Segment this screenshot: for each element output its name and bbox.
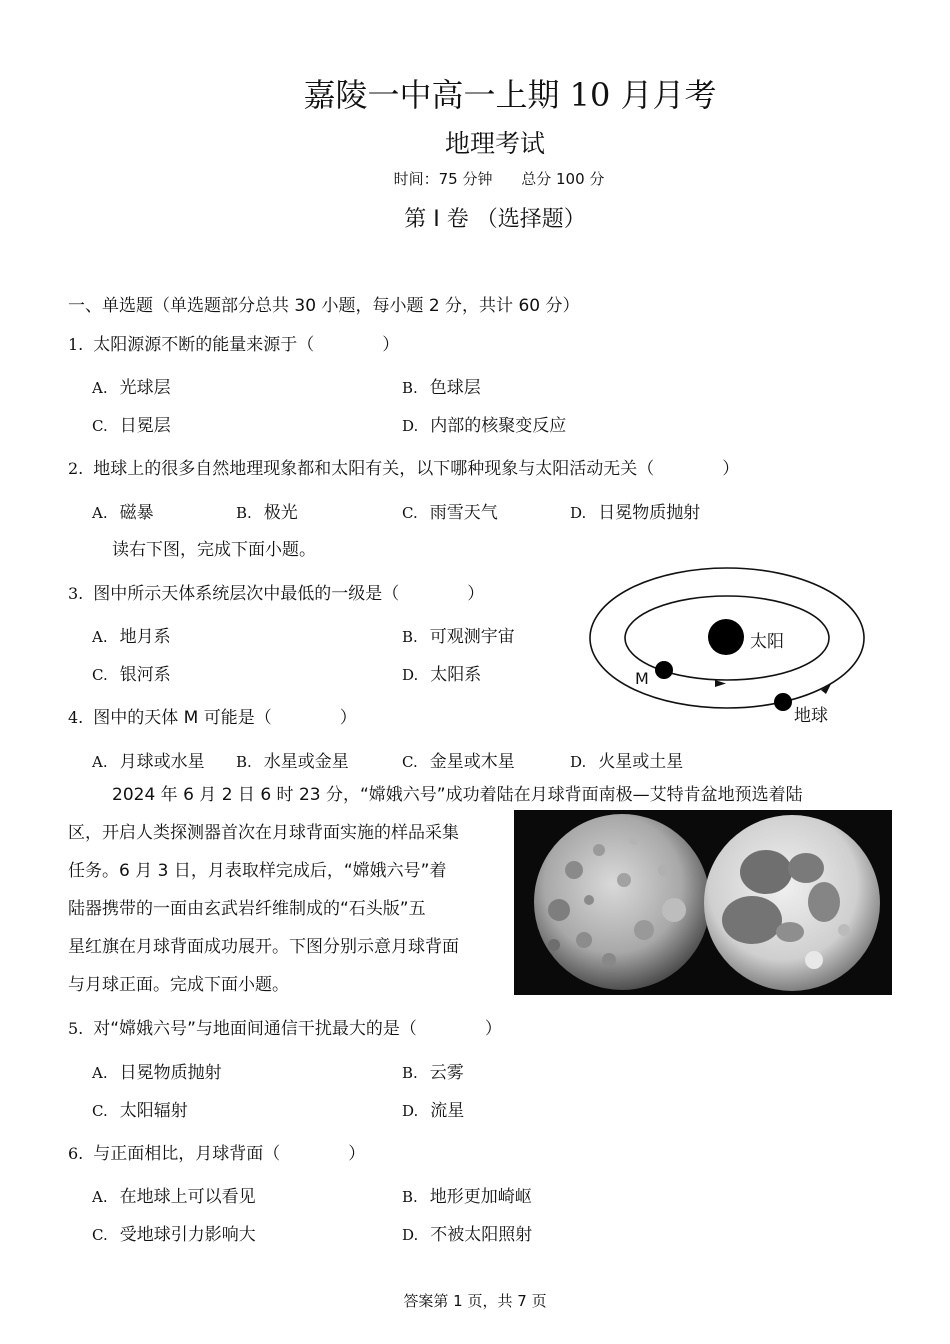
exam-title: 嘉陵一中高一上期 10 月月考 <box>303 76 717 114</box>
option-2c: C. 雨雪天气 <box>402 503 498 523</box>
option-2d: D. 日冕物质抛射 <box>570 503 701 523</box>
earth <box>774 693 792 711</box>
page-footer: 答案第 1 页，共 7 页 <box>403 1292 547 1310</box>
passage-line-5: 星红旗在月球背面成功展开。下图分别示意月球背面 <box>68 937 459 957</box>
option-1d: D. 内部的核聚变反应 <box>402 416 567 436</box>
solar-system-diagram <box>585 563 870 728</box>
option-4d: D. 火星或土星 <box>570 752 684 772</box>
earth-label: 地球 <box>794 706 828 726</box>
option-5c: C. 太阳辐射 <box>92 1101 188 1121</box>
question-text: 太阳源源不断的能量来源于（ ） <box>93 335 400 355</box>
question-number: 5. <box>68 1019 84 1038</box>
passage-line-6: 与月球正面。完成下面小题。 <box>68 975 289 995</box>
question-text: 与正面相比，月球背面（ ） <box>93 1144 366 1164</box>
m-label: M <box>635 669 649 688</box>
question-text: 图中所示天体系统层次中最低的一级是（ ） <box>93 584 485 604</box>
question-3 <box>68 579 484 604</box>
option-5d: D. 流星 <box>402 1101 465 1121</box>
question-number: 3. <box>68 584 84 603</box>
question-text: 地球上的很多自然地理现象都和太阳有关，以下哪种现象与太阳活动无关（ ） <box>93 459 740 479</box>
question-number: 1. <box>68 335 84 354</box>
option-6c: C. 受地球引力影响大 <box>92 1225 256 1245</box>
option-2a: A. 磁暴 <box>92 503 154 523</box>
exam-subtitle: 地理考试 <box>444 129 545 158</box>
option-4c: C. 金星或木星 <box>402 752 515 772</box>
passage-line-3: 任务。6 月 3 日，月表取样完成后，“嫦娥六号”着 <box>68 861 447 881</box>
sun-label: 太阳 <box>750 632 784 652</box>
exam-meta <box>0 168 950 189</box>
question-6 <box>68 1139 365 1164</box>
option-6a: A. 在地球上可以看见 <box>92 1187 256 1207</box>
option-3c: C. 银河系 <box>92 665 171 685</box>
moon-far-side <box>534 814 710 990</box>
option-3a: A. 地月系 <box>92 627 171 647</box>
question-2 <box>68 454 739 479</box>
option-4b: B. 水星或金星 <box>236 752 349 772</box>
option-5b: B. 云雾 <box>402 1063 464 1083</box>
question-number: 4. <box>68 708 84 727</box>
option-2b: B. 极光 <box>236 503 298 523</box>
planet-m <box>655 661 673 679</box>
question-4 <box>68 703 357 728</box>
question-number: 2. <box>68 459 84 478</box>
question-5 <box>68 1014 502 1039</box>
sun <box>708 619 744 655</box>
m-orbit-arrow <box>715 680 726 687</box>
exam-score: 总分 100 分 <box>521 170 605 188</box>
section-title: 第 Ⅰ 卷 （选择题） <box>404 207 586 232</box>
option-1c: C. 日冕层 <box>92 416 171 436</box>
exam-time: 时间：75 分钟 <box>393 170 493 188</box>
question-text: 图中的天体 M 可能是（ ） <box>93 708 357 728</box>
option-5a: A. 日冕物质抛射 <box>92 1063 222 1083</box>
option-6b: B. 地形更加崎岖 <box>402 1187 532 1207</box>
option-3d: D. 太阳系 <box>402 665 482 685</box>
question-number: 6. <box>68 1144 84 1163</box>
passage-line-4: 陆器携带的一面由玄武岩纤维制成的“石头版”五 <box>68 899 426 919</box>
intro-text: 读右下图，完成下面小题。 <box>112 540 316 560</box>
question-1 <box>68 330 399 355</box>
question-text: 对“嫦娥六号”与地面间通信干扰最大的是（ ） <box>93 1019 502 1039</box>
option-1a: A. 光球层 <box>92 378 171 398</box>
passage-line-1: 2024 年 6 月 2 日 6 时 23 分，“嫦娥六号”成功着陆在月球背面南极—艾特肯盆地预选着陆 <box>112 785 803 805</box>
moon-near-side <box>704 815 880 991</box>
option-6d: D. 不被太阳照射 <box>402 1225 533 1245</box>
option-4a: A. 月球或水星 <box>92 752 205 772</box>
moon-photo <box>514 810 892 995</box>
option-3b: B. 可观测宇宙 <box>402 627 515 647</box>
passage-line-2: 区，开启人类探测器首次在月球背面实施的样品采集 <box>68 823 459 843</box>
part-heading: 一、单选题（单选题部分总共 30 小题，每小题 2 分，共计 60 分） <box>68 296 580 316</box>
option-1b: B. 色球层 <box>402 378 481 398</box>
